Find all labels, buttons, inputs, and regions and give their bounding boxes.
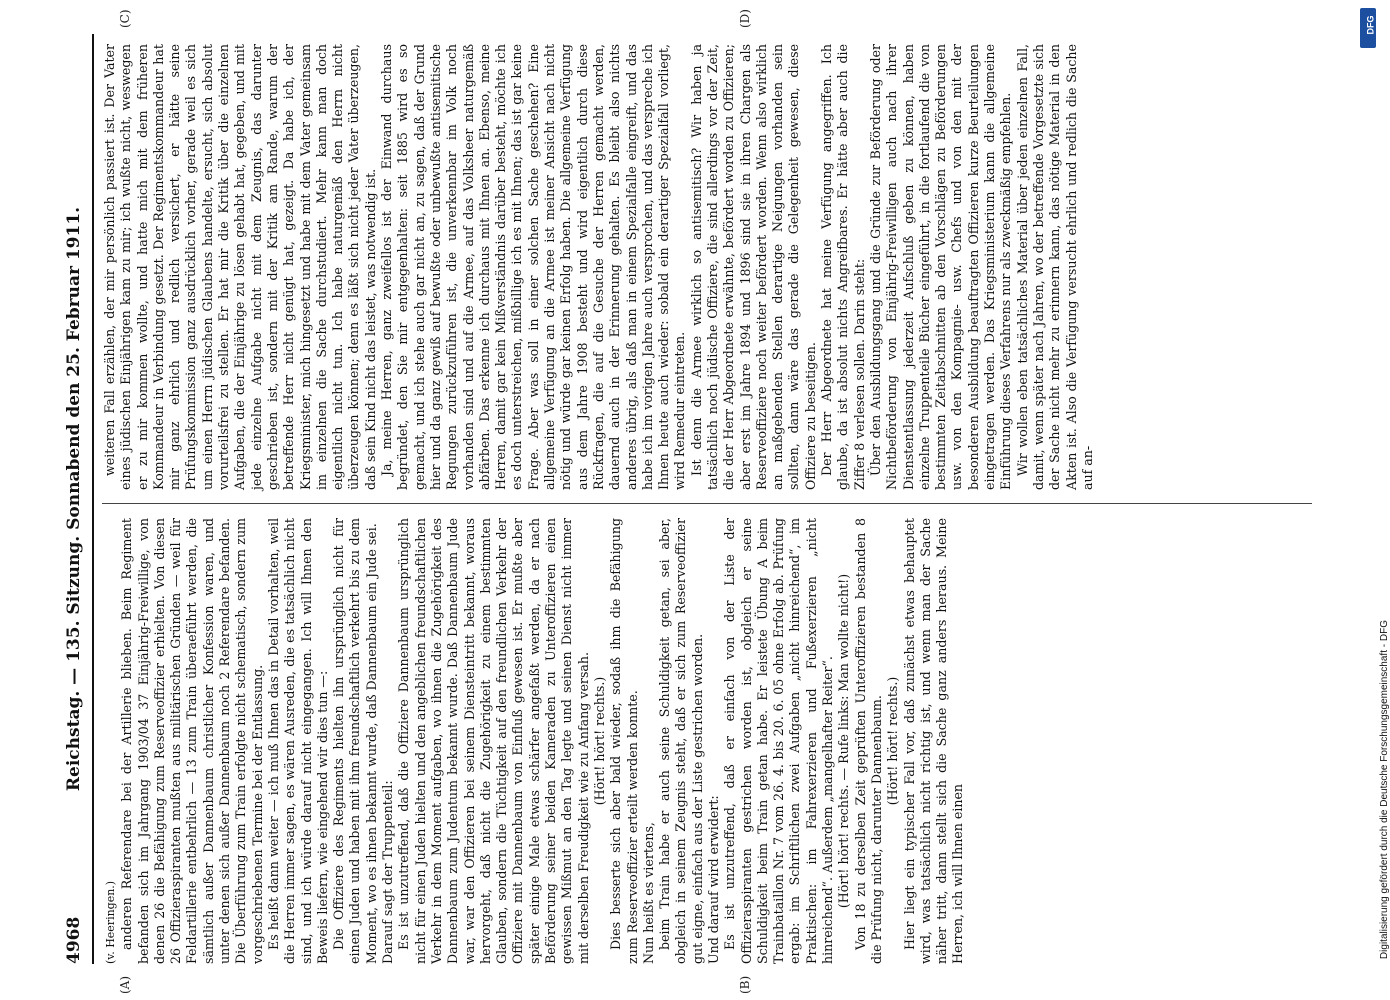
page-header: [58, 34, 94, 964]
attribution-text: Digitalisierung gefördert durch die Deutsche Forschungsgemeinschaft - DFG: [1379, 620, 1390, 960]
interjection: (Hört! hört! rechts.): [885, 676, 901, 806]
speaker-tag: (v. Heeringen.): [104, 880, 117, 964]
paragraph: Nun heißt es viertens,: [640, 822, 656, 964]
margin-note-b: (B): [738, 975, 752, 994]
session-heading: Reichstag. — 135. Sitzung. Sonnabend den 25. Februar 1911.: [64, 206, 84, 792]
margin-note-a: (A): [118, 975, 132, 994]
paragraph: Wir wollen eben tatsächliches Material über jeden einzelnen Fall, damit, wenn später nach Jahren, wo der betreffende Vorgesetzte sich der Sache nicht mehr zu erinnern kann, das nötige Material in den Akten ist. Also die Verfügung versucht ehrlich und redlich die Sache auf an-: [1014, 44, 1095, 490]
margin-note-c: (C): [118, 9, 132, 28]
paragraph: Es heißt dann weiter — ich muß Ihnen das in Detail vorhalten, weil die Herren immer sagen, es wären Ausreden, die es tatsächlich nicht sind, und ich würde darauf nicht eingegangen. Ich will Ihnen den Beweis liefern, wie eingehend wir dies tun —:: [265, 518, 330, 964]
paragraph: Ist denn die Armee wirklich so antisemitisch? Wir haben ja tatsächlich noch jüdische Offiziere, die sind allerdings vor der Zeit, die der Herr Abgeordnete erwähnte, befördert worden zu Offizieren; aber erst im Jahre 1894 und 1896 sind sie in ihren Chargen als Reserveoffiziere noch weiter befördert worden. Wenn also wirklich an maßgebenden Stellen derartige Neigungen vorhanden sein sollten, dann wäre das gerade die Gelegenheit gewesen, diese Offiziere zu beseitigen.: [688, 44, 818, 490]
paragraph: Und darauf wird erwidert:: [705, 795, 721, 964]
paragraph: Hier liegt ein typischer Fall vor, daß zunächst etwas behauptet wird, was tatsächlich nicht richtig ist, und wenn man der Sache näher tritt, dann stellt sich die Sache ganz anders heraus. Meine Herren, ich will Ihnen einen: [901, 518, 966, 964]
quotation: Es ist unzutreffend, daß er einfach von der Liste der Offizieraspiranten gestrichen worden ist, obgleich er seine Schuldigkeit beim Train getan habe. Er leistete Übung A beim Trainbataillon Nr. 7 vom 26. 4. bis 20. 6. 05 ohne Erfolg ab. Prüfung ergab: im Schriftlichen zwei Aufgaben „nicht hinreichend“, im Praktischen: im Fahrexerzieren und Fußexerzieren „nicht hinreichend“. Außerdem „mangelhafter Reiter“.: [722, 518, 836, 964]
paragraph: Darauf sagt der Truppenteil:: [380, 780, 396, 964]
interjection: (Hört! hört! rechts.): [591, 676, 607, 806]
left-column: [102, 518, 1312, 964]
right-column: [102, 44, 1312, 490]
newspaper-sheet: [58, 9, 1328, 994]
page-number: 4968: [64, 916, 84, 964]
quotation: Dies besserte sich aber bald wieder, sodaß ihm die Befähigung zum Reserveoffizier erteilt werden konnte.: [608, 518, 640, 964]
paragraph: Der Herr Abgeordnete hat meine Verfügung angegriffen. Ich glaube, da ist absolut nichts Angreifbares. Er hätte aber auch die Ziffer 8 verlesen sollen. Darin steht:: [819, 44, 867, 490]
quotation: beim Train habe er auch seine Schuldigkeit getan, sei aber, obgleich in seinem Zeugnis steht, daß er sich zum Reserveoffizier gut eigne, einfach aus der Liste gestrichen worden.: [657, 518, 705, 964]
attribution-strip: [1357, 0, 1390, 1000]
paragraph: anderen Referendare bei der Artillerie blieben. Beim Regiment befanden sich im Jahrgang 1903/04 37 Einjährig-Freiwillige, von denen 26 die Befähigung zum Reserveoffizier erhielten. Von diesen 26 Offizieraspiranten mußten aus militärischen Gründen — weil für Feldartillerie entbehrlich — 13 zum Train überaeführt werden, die sämtlich außer Dannenbaum christlicher Konfession waren, und unter denen sich außer Dannenbaum noch 2 Referendare befanden. Die Überführung zum Train erfolgte nicht schematisch, sondern zum vorgeschriebenen Termine bei der Entlassung.: [119, 518, 265, 964]
quotation: Über den Ausbildungsgang und die Gründe zur Beförderung oder Nichtbeförderung von Einjährig-Freiwilligen auch nach ihrer Dienstentlassung jederzeit Aufschluß geben zu können, haben einzelne Truppenteile Bücher eingeführt, in die fortlaufend die von bestimmten Zeitabschnitten ab den Vorschlägen zu Beförderungen usw. von den Kompagnie- usw. Chefs und von den mit der besonderen Ausbildung beauftragten Offizieren kurze Beurteilungen eingetragen werden. Das Kriegsministerium kann die allgemeine Einführung dieses Verfahrens nur als zweckmäßig empfehlen.: [867, 44, 1014, 490]
quotation: Die Offiziere des Regiments hielten ihn ursprünglich nicht für einen Juden und haben mit ihm freundschaftlich verkehrt bis zu dem Moment, wo es ihnen bekannt wurde, daß Dannenbaum ein Jude sei.: [331, 518, 379, 964]
paragraph: Ja, meine Herren, ganz zweifellos ist der Einwand durchaus begründet, den Sie mir entgegenhalten: seit 1885 wird es so gemacht, und ich stehe auch gar nicht an, zu sagen, daß der Grund hier und da ganz gewiß auf bewußte oder unbewußte antisemitische Regungen zurückzuführen ist, die unverkennbar im Volk noch vorhanden sind und auf die Armee, auf das Volksheer naturgemäß abfärben. Das erkenne ich durchaus mit Ihnen an. Ebenso, meine Herren, damit gar kein Mißverständnis darüber besteht, möchte ich es doch unterstreichen, mißbillige ich es mit Ihnen; das ist gar keine Frage. Aber was soll in einer solchen Sache geschehen? Eine allgemeine Verfügung an die Armee ist meiner Ansicht nach nicht nötig und würde gar keinen Erfolg haben. Die allgemeine Verfügung aus dem Jahre 1908 besteht und wird eigentlich durch diese Rückfragen, die auf die Gesuche der Herren gemacht werden, dauernd auch in der Erinnerung gehalten. Es bleibt also nichts anderes übrig, als daß man in einem Spezialfalle eingreift, und das habe ich im vorigen Jahre auch versprochen, und das verspreche ich Ihnen heute auch wieder: sobald ein derartiger Spezialfall vorliegt, wird Remedur eintreten.: [379, 44, 688, 490]
dfg-logo: DFG: [1360, 8, 1376, 48]
column-divider: [102, 503, 1312, 504]
interjection: (Hört! hört! rechts. — Rufe links: Man wollte nicht!): [836, 573, 852, 909]
margin-note-d: (D): [738, 9, 752, 28]
quotation: Es ist unzutreffend, daß die Offiziere Dannenbaum ursprünglich nicht für einen Juden hielten und den angeblichen freundschaftlichen Verkehr in dem Moment aufgaben, wo ihnen die Zugehörigkeit des Dannenbaum zum Judentum bekannt wurde. Daß Dannenbaum Jude war, war den Offizieren bei seinem Diensteintritt bekannt, woraus hervorgeht, daß nicht die Zugehörigkeit zu einem bestimmten Glauben, sondern die Tüchtigkeit auf den freundlichen Verkehr der Offiziere mit Dannenbaum von Einfluß gewesen ist. Er mußte aber später einige Male etwas schärfer angefaßt werden, da er nach Beförderung seiner beiden Kameraden zu Unteroffizieren einen gewissen Mißmut an den Tag legte und seinen Dienst nicht immer mit derselben Freudigkeit wie zu Anfang versah.: [396, 518, 591, 964]
paragraph: Von 18 zu derselben Zeit geprüften Unteroffizieren bestanden 8 die Prüfung nicht, darunter Dannenbaum.: [852, 518, 884, 964]
paragraph: weiteren Fall erzählen, der mir persönlich passiert ist. Der Vater eines jüdischen Einjährigen kam zu mir; ich wußte nicht, weswegen er zu mir kommen wollte, und hatte mich mit dem früheren Kommandeur in Verbindung gesetzt. Der Regimentskommandeur hat mir ganz ehrlich und redlich versichert, er hätte seine Prüfungskommission ganz ausdrücklich vorher, gerade weil es sich um einen Herrn jüdischen Glaubens handelte, ersucht, sich absolut vorurteilsfrei zu stellen. Er hat mir die Kritik über die einzelnen Aufgaben, die der Einjährige zu lösen gehabt hat, gegeben, und mit jede einzelne Aufgabe nicht mit dem Zeugnis, das darunter geschrieben ist, sondern mit der Kritik am Rande, warum der betreffende Herr nicht genügt hat, gezeigt. Da habe ich, der Kriegsminister, mich hingesetzt und habe mit dem Vater gemeinsam im einzelnen die Sache durchstudiert. Mehr kann man doch eigentlich nicht tun. Ich habe naturgemäß den Herrn nicht überzeugen können; denn es läßt sich nicht jeder Vater überzeugen, daß sein Kind nicht das leistet, was notwendig ist.: [102, 44, 378, 490]
